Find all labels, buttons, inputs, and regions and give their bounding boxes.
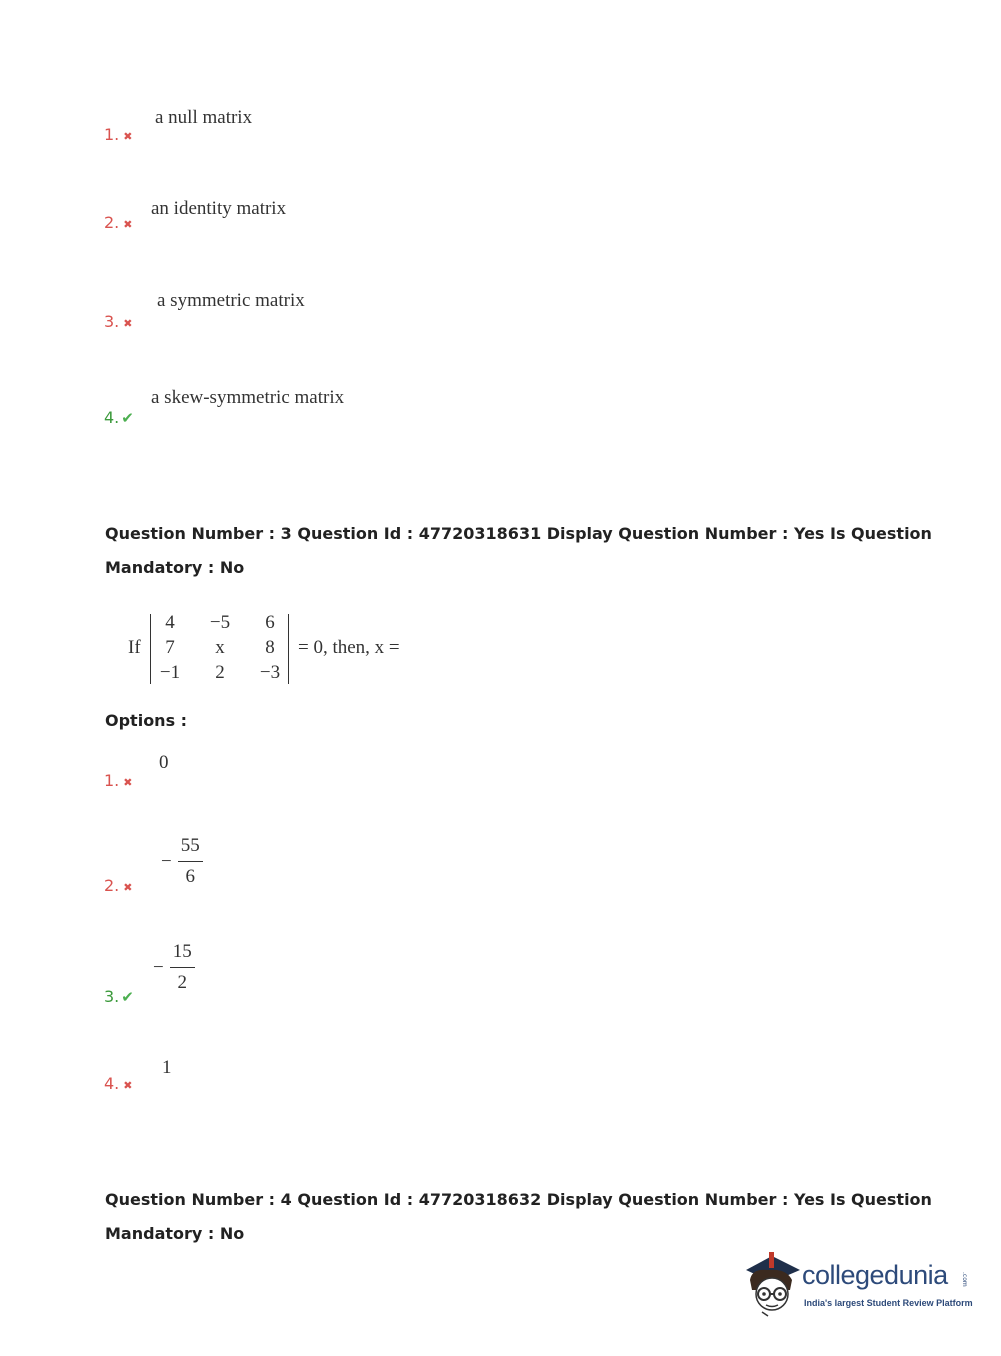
wrong-icon: ✖ xyxy=(123,130,133,143)
logo-wordmark: collegedunia xyxy=(802,1260,948,1290)
numerator: 15 xyxy=(170,941,195,968)
logo-suffix: .com xyxy=(961,1272,968,1287)
q3-meta-line2: Mandatory : No xyxy=(105,558,245,577)
matrix-cell: −1 xyxy=(159,662,181,683)
right-bar xyxy=(288,614,289,684)
mascot-icon xyxy=(742,1250,804,1320)
collegedunia-logo xyxy=(742,1250,972,1320)
minus-sign: − xyxy=(153,956,164,978)
option-text: a skew-symmetric matrix xyxy=(151,387,345,408)
matrix-cell: 2 xyxy=(215,662,225,683)
matrix-cell: 8 xyxy=(265,637,275,658)
logo-tagline: India's largest Student Review Platform xyxy=(804,1298,973,1308)
wrong-icon: ✖ xyxy=(123,317,133,330)
check-icon: ✔ xyxy=(121,988,134,1006)
option-number: 4. ✔ xyxy=(104,408,134,427)
option-number: 1. ✖ xyxy=(104,125,133,144)
option-fraction xyxy=(161,835,203,888)
option-number: 3. ✖ xyxy=(104,312,133,331)
option-number: 2. ✖ xyxy=(104,876,133,895)
option-number: 3. ✔ xyxy=(104,987,134,1006)
q4-meta-line2: Mandatory : No xyxy=(105,1224,245,1243)
matrix-cell: 4 xyxy=(165,612,175,633)
matrix-cell: −5 xyxy=(209,612,231,633)
matrix-cell: 7 xyxy=(165,637,175,658)
wrong-icon: ✖ xyxy=(123,881,133,894)
option-number: 2. ✖ xyxy=(104,213,133,232)
minus-sign: − xyxy=(161,850,172,872)
equation-suffix: = 0, then, x = xyxy=(298,637,400,658)
denominator: 6 xyxy=(185,866,195,887)
check-icon: ✔ xyxy=(121,409,134,427)
option-text: a symmetric matrix xyxy=(157,290,305,311)
matrix-cell: 6 xyxy=(265,612,275,633)
wrong-icon: ✖ xyxy=(123,218,133,231)
q3-options-label: Options : xyxy=(105,711,188,730)
option-text: 0 xyxy=(159,752,169,773)
option-number: 4. ✖ xyxy=(104,1074,133,1093)
numerator: 55 xyxy=(178,835,203,862)
q3-determinant-equation xyxy=(126,610,436,686)
option-text: an identity matrix xyxy=(151,198,287,219)
q3-meta-line1: Question Number : 3 Question Id : 47720318631 Display Question Number : Yes Is Question xyxy=(105,524,932,543)
if-label: If xyxy=(128,637,141,658)
option-text: a null matrix xyxy=(155,107,253,128)
matrix-cell: x xyxy=(215,637,225,658)
option-text: 1 xyxy=(162,1057,172,1078)
wrong-icon: ✖ xyxy=(123,1079,133,1092)
matrix-cell: −3 xyxy=(259,662,281,683)
wrong-icon: ✖ xyxy=(123,776,133,789)
denominator: 2 xyxy=(177,972,187,993)
q4-meta-line1: Question Number : 4 Question Id : 47720318632 Display Question Number : Yes Is Question xyxy=(105,1190,932,1209)
option-fraction xyxy=(153,941,195,994)
option-number: 1. ✖ xyxy=(104,771,133,790)
